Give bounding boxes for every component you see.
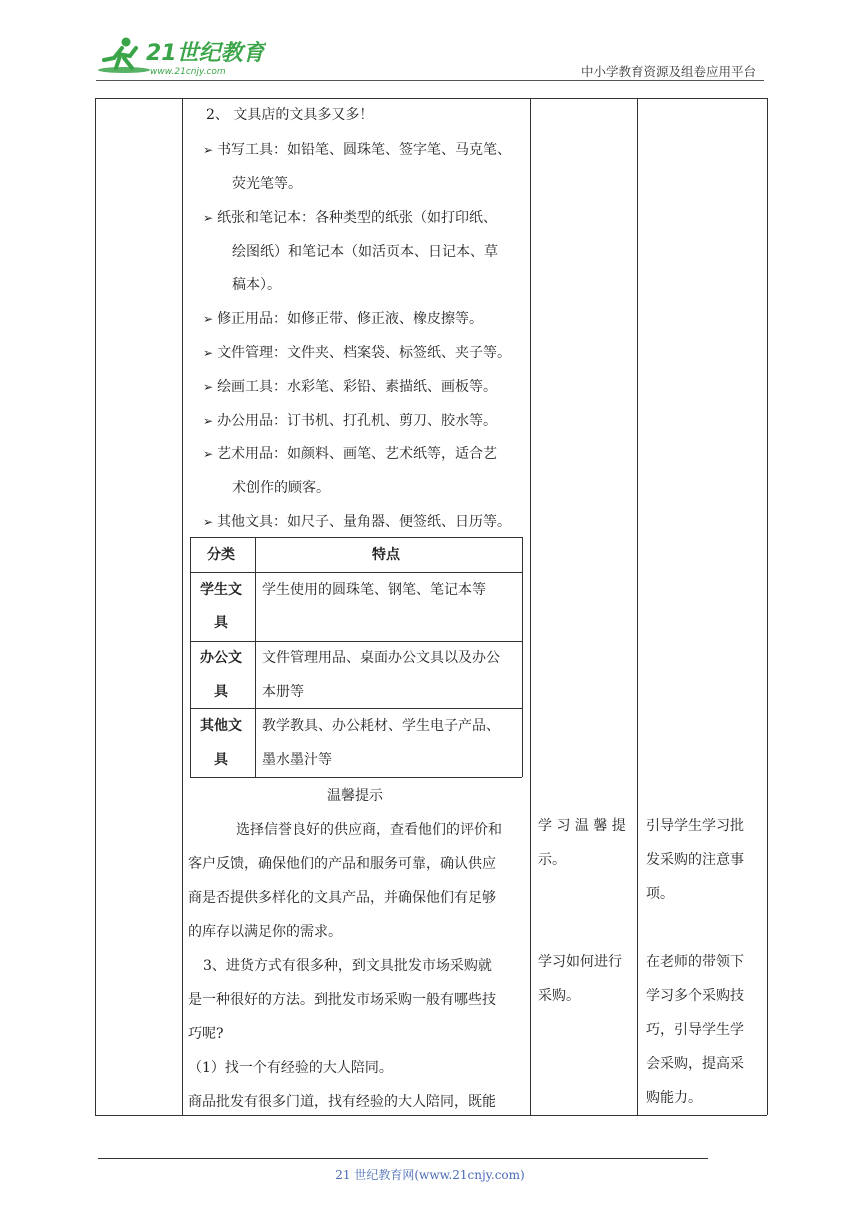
list-item-cont: 稿本）。: [232, 277, 281, 293]
table-top-border: [95, 98, 767, 99]
student-activity-line: 示。: [538, 852, 566, 868]
table-cell-desc: 墨水墨汁等: [262, 752, 332, 768]
section-2-heading: 2、 文具店的文具多又多！: [206, 107, 374, 123]
inner-table-border: [190, 572, 522, 573]
design-intent-line: 会采购，提高采: [646, 1056, 744, 1072]
inner-table-border: [190, 708, 522, 709]
footer-link[interactable]: 21 世纪教育网(www.21cnjy.com): [335, 1168, 525, 1182]
table-cell-desc: 学生使用的圆珠笔、钢笔、笔记本等: [262, 582, 486, 598]
section-3-line: 是一种很好的方法。到批发市场采购一般有哪些技: [188, 992, 496, 1008]
arrow-bullet-icon: ➢: [203, 312, 214, 326]
list-item: ➢ 文件管理：文件夹、档案袋、标签纸、夹子等。: [203, 345, 512, 361]
tip-paragraph-line: 选择信誉良好的供应商，查看他们的评价和: [236, 822, 502, 838]
arrow-bullet-icon: ➢: [203, 414, 214, 428]
platform-title: 中小学教育资源及组卷应用平台: [580, 64, 756, 79]
list-item: ➢ 艺术用品：如颜料、画笔、艺术纸等，适合艺: [203, 446, 498, 462]
site-logo: [96, 34, 266, 78]
list-item-cont: 绘图纸）和笔记本（如活页本、日记本、草: [232, 244, 498, 260]
inner-table-border: [255, 537, 256, 777]
arrow-bullet-icon: ➢: [203, 447, 214, 461]
arrow-bullet-icon: ➢: [203, 380, 214, 394]
tip-paragraph-line: 客户反馈，确保他们的产品和服务可靠，确认供应: [188, 856, 496, 872]
arrow-bullet-icon: ➢: [203, 143, 214, 157]
logo-url: www.21cnjy.com: [150, 67, 226, 77]
tip-paragraph-line: 的库存以满足你的需求。: [188, 924, 342, 940]
table-col-divider-1: [182, 98, 183, 1115]
arrow-bullet-icon: ➢: [203, 346, 214, 360]
inner-table-border: [190, 537, 191, 777]
list-item: ➢ 办公用品：订书机、打孔机、剪刀、胶水等。: [203, 413, 498, 429]
list-item: ➢ 修正用品：如修正带、修正液、橡皮擦等。: [203, 311, 484, 327]
table-right-border: [767, 98, 768, 1115]
list-item-cont: 荧光笔等。: [232, 176, 302, 192]
list-item: ➢ 纸张和笔记本：各种类型的纸张（如打印纸、: [203, 210, 498, 226]
design-intent-line: 发采购的注意事: [646, 852, 744, 868]
logo-text: 21世纪教育: [146, 41, 265, 66]
table-cell-desc: 教学教具、办公耗材、学生电子产品、: [262, 718, 500, 734]
inner-table-border: [190, 537, 522, 538]
table-bottom-border: [95, 1115, 767, 1116]
table-cell-category: 其他文: [200, 718, 242, 734]
table-cell-desc: 文件管理用品、桌面办公文具以及办公: [262, 650, 500, 666]
table-cell-category: 具: [214, 752, 228, 768]
table-header-feature: 特点: [372, 547, 400, 563]
list-item-cont: 术创作的顾客。: [232, 480, 330, 496]
table-cell-desc: 本册等: [262, 684, 304, 700]
arrow-bullet-icon: ➢: [203, 211, 214, 225]
design-intent-line: 购能力。: [646, 1090, 702, 1106]
footer-divider: [98, 1158, 708, 1159]
table-col-divider-2: [530, 98, 531, 1115]
table-cell-category: 具: [214, 684, 228, 700]
runner-logo-icon: [96, 34, 266, 78]
inner-table-border: [190, 777, 522, 778]
inner-table-border: [190, 641, 522, 642]
list-item: ➢ 其他文具：如尺子、量角器、便签纸、日历等。: [203, 514, 512, 530]
arrow-bullet-icon: ➢: [203, 515, 214, 529]
student-activity-line: 学 习 温 馨 提: [538, 818, 626, 834]
table-header-category: 分类: [207, 547, 235, 563]
list-item: ➢ 绘画工具：水彩笔、彩铅、素描纸、画板等。: [203, 379, 498, 395]
table-left-border: [95, 98, 96, 1115]
section-3-line: 商品批发有很多门道，找有经验的大人陪同，既能: [188, 1094, 496, 1110]
design-intent-line: 项。: [646, 886, 674, 902]
student-activity-line: 采购。: [538, 988, 580, 1004]
table-col-divider-3: [637, 98, 638, 1115]
inner-table-border: [522, 537, 523, 777]
student-activity-line: 学习如何进行: [538, 954, 622, 970]
design-intent-line: 学习多个采购技: [646, 988, 744, 1004]
section-3-line: （1）找一个有经验的大人陪同。: [188, 1060, 393, 1076]
list-item: ➢ 书写工具：如铅笔、圆珠笔、签字笔、马克笔、: [203, 142, 512, 158]
design-intent-line: 在老师的带领下: [646, 954, 744, 970]
header-divider: [96, 80, 764, 81]
design-intent-line: 引导学生学习批: [646, 818, 744, 834]
design-intent-line: 巧，引导学生学: [646, 1022, 744, 1038]
tip-paragraph-line: 商是否提供多样化的文具产品，并确保他们有足够: [188, 890, 496, 906]
table-cell-category: 具: [214, 615, 228, 631]
tip-title: 温馨提示: [327, 788, 383, 804]
section-3-line: 巧呢?: [188, 1026, 224, 1042]
section-3-line: 3、进货方式有很多种，到文具批发市场采购就: [203, 958, 492, 974]
table-cell-category: 办公文: [200, 650, 242, 666]
table-cell-category: 学生文: [200, 582, 242, 598]
